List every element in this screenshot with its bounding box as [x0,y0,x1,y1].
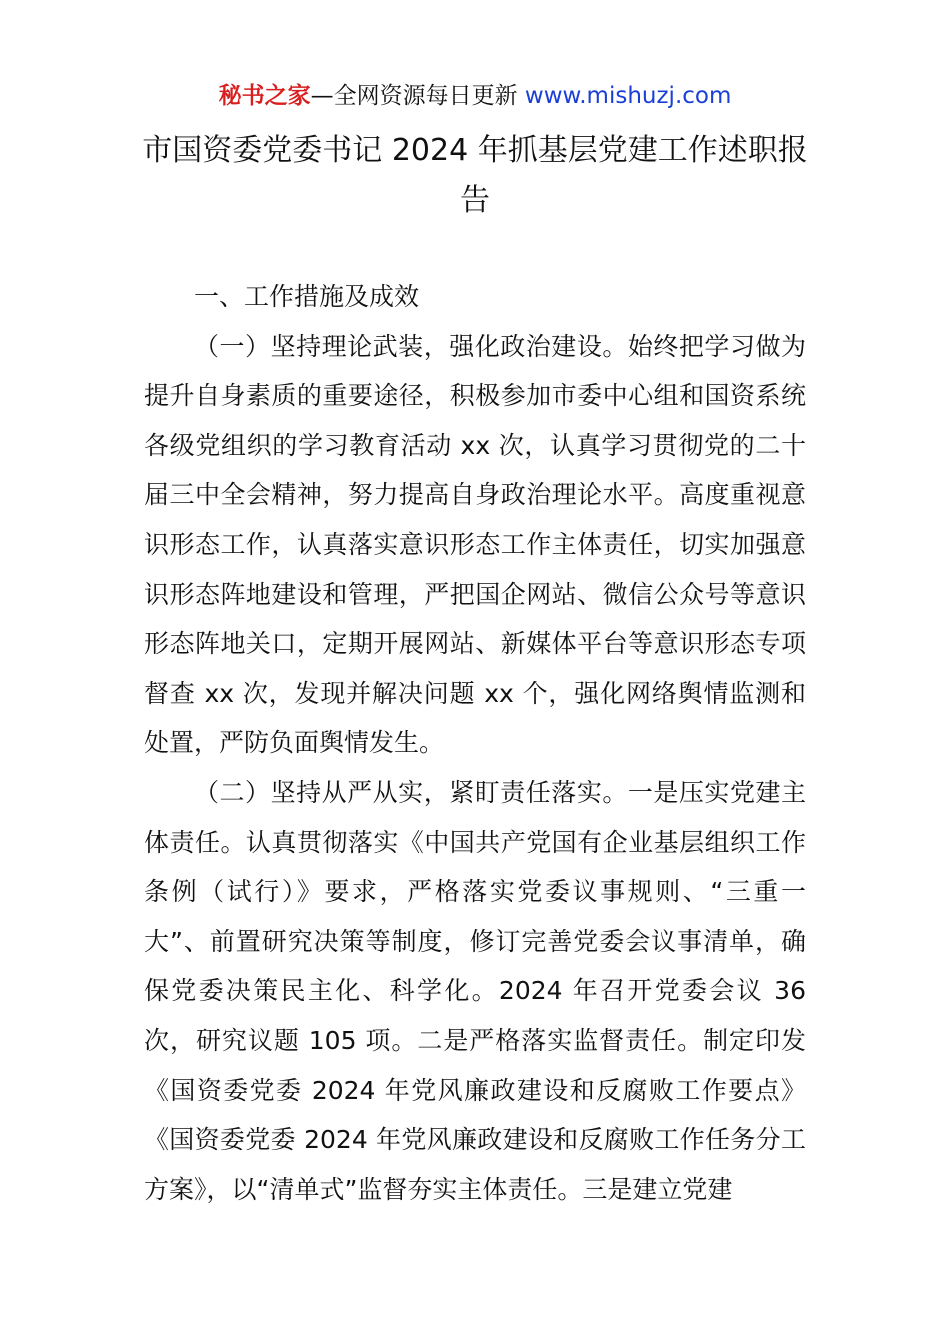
site-header [0,80,950,112]
site-brand: 秘书之家 [218,83,311,109]
document-body [144,272,806,1214]
paragraph: （二）坚持从严从实，紧盯责任落实。一是压实党建主体责任。认真贯彻落实《中国共产党国有企业基层组织工作条例（试行）》要求，严格落实党委议事规则、“三重一大”、前置研究决策等制度，修订完善党委会议事清单，确保党委决策民主化、科学化。2024 年召开党委会议 36 次，研究议题 105 项。二是严格落实监督责任。制定印发《国资委党委 2024 年党风廉政建设和反腐败工作要点》《国资委党委 2024 年党风廉政建设和反腐败工作任务分工方案》，以“清单式”监督夯实主体责任。三是建立党建 [144,777,806,1204]
paragraph: （一）坚持理论武装，强化政治建设。始终把学习做为提升自身素质的重要途径，积极参加市委中心组和国资系统各级党组织的学习教育活动 xx 次，认真学习贯彻党的二十届三中全会精神，努力提高自身政治理论水平。高度重视意识形态工作，认真落实意识形态工作主体责任，切实加强意识形态阵地建设和管理，严把国企网站、微信公众号等意识形态阵地关口，定期开展网站、新媒体平台等意识形态专项督查 xx 次，发现并解决问题 xx 个，强化网络舆情监测和处置，严防负面舆情发生。 [144,331,806,758]
site-slogan: —全网资源每日更新 [310,83,525,109]
site-url-link[interactable]: www.mishuzj.com [524,83,732,109]
document-title: 市国资委党委书记 2024 年抓基层党建工作述职报告 [142,133,808,218]
section-heading: 一、工作措施及成效 [194,282,420,311]
